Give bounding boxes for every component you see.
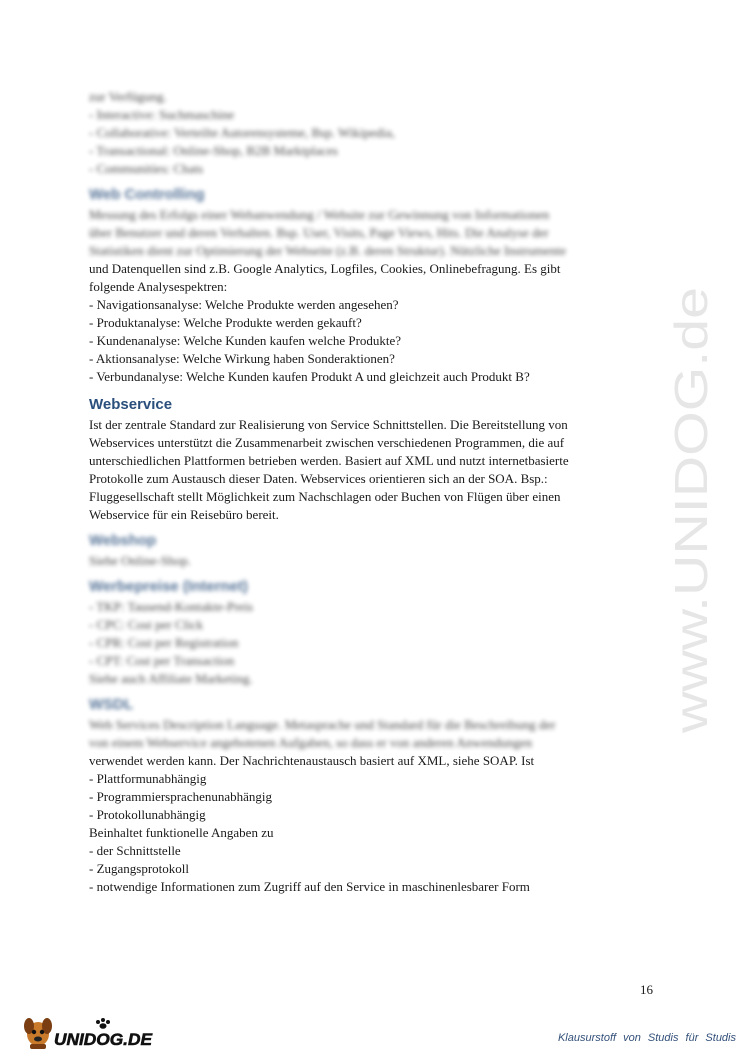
text-line: Ist der zentrale Standard zur Realisierung von Service Schnittstellen. Die Bereitstellung von <box>89 417 568 432</box>
text-line: - notwendige Informationen zum Zugriff auf den Service in maschinenlesbarer Form <box>89 879 530 894</box>
section-wsdl <box>89 696 649 896</box>
text-line: - Kundenanalyse: Welche Kunden kaufen welche Produkte? <box>89 333 402 348</box>
section-heading: Webservice <box>89 396 173 413</box>
text-line: Fluggesellschaft stellt Möglichkeit zum Nachschlagen oder Buchen von Flügen über einen <box>89 489 561 504</box>
section-web20 <box>89 88 649 178</box>
section-webshop <box>89 532 649 570</box>
text-line: Webservice für ein Reisebüro bereit. <box>89 507 279 522</box>
section-heading: Web Controlling <box>89 186 205 203</box>
blurred-text-line: Messung des Erfolgs einer Webanwendung / Website zur Gewinnung von Informationen <box>89 207 550 222</box>
text-line: - Programmiersprachenunabhängig <box>89 789 273 804</box>
blurred-text-line: Web Services Description Language. Metasprache und Standard für die Beschreibung der <box>89 717 556 732</box>
document-body <box>89 88 649 896</box>
blurred-text-line: - Interactive: Suchmaschine <box>89 107 235 122</box>
paw-icon <box>96 1018 110 1029</box>
text-line: verwendet werden kann. Der Nachrichtenaustausch basiert auf XML, siehe SOAP. Ist <box>89 753 535 768</box>
section-heading: WSDL <box>89 696 134 713</box>
watermark-text: www.UNIDOG.de <box>665 375 717 733</box>
blurred-text-line: - CPR: Cost per Registration <box>89 635 239 650</box>
page-number: 16 <box>640 982 653 997</box>
text-line: - Verbundanalyse: Welche Kunden kaufen Produkt A und gleichzeit auch Produkt B? <box>89 369 530 384</box>
text-line: - der Schnittstelle <box>89 843 181 858</box>
text-line: Beinhaltet funktionelle Angaben zu <box>89 825 274 840</box>
dog-icon <box>24 1018 52 1049</box>
section-web-controlling <box>89 186 649 386</box>
blurred-text-line: - Collaborative: Verteilte Autorensysteme, Bsp. Wikipedia, <box>89 125 395 140</box>
text-line: Webservices unterstützt die Zusammenarbeit zwischen verschiedenen Programmen, die auf <box>89 435 565 450</box>
section-webservice <box>89 396 649 524</box>
section-werbepreise <box>89 578 649 688</box>
text-line: - Produktanalyse: Welche Produkte werden gekauft? <box>89 315 362 330</box>
blurred-text-line: Siehe auch Affiliate Marketing. <box>89 671 253 686</box>
text-line: und Datenquellen sind z.B. Google Analytics, Logfiles, Cookies, Onlinebefragung. Es gibt <box>89 261 561 276</box>
blurred-text-line: - Communities: Chats <box>89 161 204 176</box>
blurred-text-line: zur Verfügung. <box>89 89 167 104</box>
section-heading: Webshop <box>89 532 157 549</box>
text-line: - Plattformunabhängig <box>89 771 207 786</box>
watermark <box>655 285 730 735</box>
blurred-text-line: - Transactional: Online-Shop, B2B Marktplaces <box>89 143 338 158</box>
text-line: unterschiedlichen Plattformen betrieben werden. Basiert auf XML und nutzt internetbasierte <box>89 453 569 468</box>
text-line: folgende Analysespektren: <box>89 279 228 294</box>
text-line: - Protokollunabhängig <box>89 807 206 822</box>
section-heading: Werbepreise (Internet) <box>89 578 248 595</box>
text-line: Protokolle zum Austausch dieser Daten. Webservices orientieren sich an der SOA. Bsp.: <box>89 471 548 486</box>
text-line: - Aktionsanalyse: Welche Wirkung haben Sonderaktionen? <box>89 351 395 366</box>
blurred-text-line: - CPT: Cost per Transaction <box>89 653 235 668</box>
text-line: - Zugangsprotokoll <box>89 861 190 876</box>
blurred-text-line: Siehe Online-Shop. <box>89 553 191 568</box>
blurred-text-line: Statistiken dient zur Optimierung der Webseite (z.B. deren Struktur). Nützliche Instrumente <box>89 243 567 258</box>
blurred-text-line: - CPC: Cost per Click <box>89 617 204 632</box>
blurred-text-line: über Benutzer und deren Verhalten. Bsp. User, Visits, Page Views, Hits. Die Analyse der <box>89 225 549 240</box>
text-line: - Navigationsanalyse: Welche Produkte werden angesehen? <box>89 297 399 312</box>
blurred-text-line: - TKP: Tausend-Kontakte-Preis <box>89 599 253 614</box>
logo-text: UNIDOG.DE <box>54 1030 153 1049</box>
footer-tagline: Klausurstoff von Studis für Studis <box>557 1032 736 1044</box>
unidog-logo <box>20 1012 160 1052</box>
blurred-text-line: von einem Webservice angebotenen Aufgaben, so dass er von anderen Anwendungen <box>89 735 533 750</box>
